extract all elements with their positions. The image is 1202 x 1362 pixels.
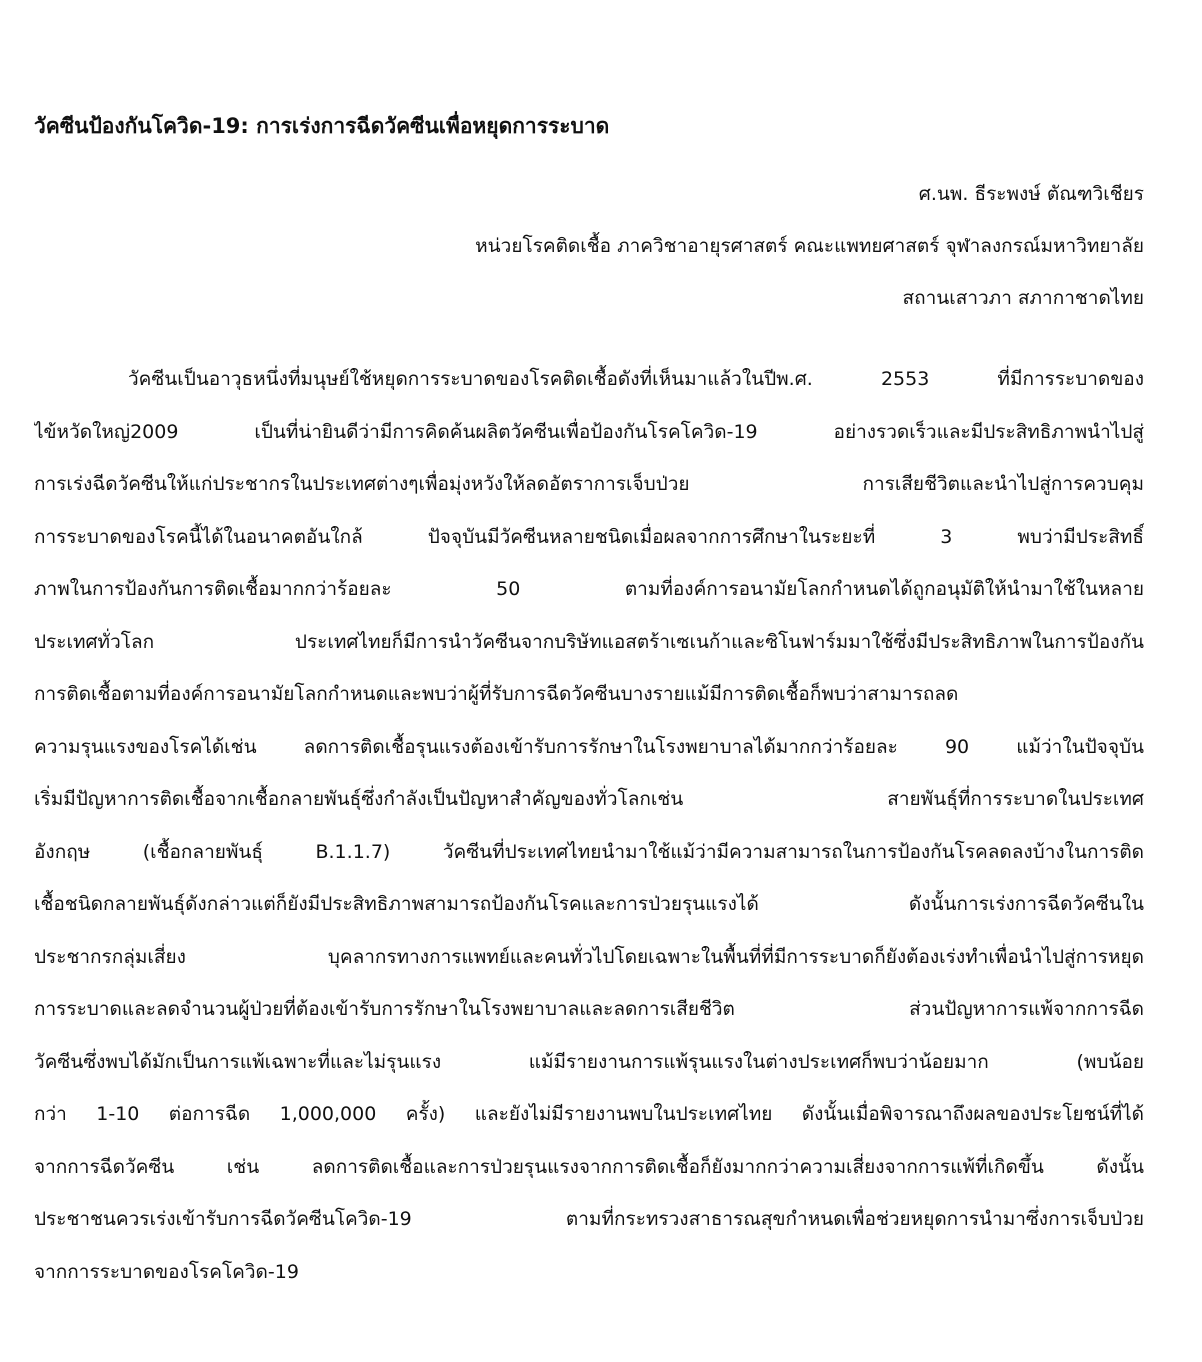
body-line: การติดเชื้อตามที่องค์การอนามัยโลกกำหนดและพบว่าผู้ที่รับการฉีดวัคซีนบางรายแม้มีการติดเชื้อก็พบว่าสามารถลด [34,683,959,705]
author-block [44,168,1144,324]
body-line: ภาพในการป้องกันการติดเชื้อมากกว่าร้อยละ 50 ตามที่องค์การอนามัยโลกกำหนดได้ถูกอนุมัติให้นำมาใช้ในหลาย [34,578,1144,600]
author-affiliation: หน่วยโรคติดเชื้อ ภาควิชาอายุรศาสตร์ คณะแพทยศาสตร์ จุฬาลงกรณ์มหาวิทยาลัย [475,235,1144,257]
body-line: วัคซีนซึ่งพบได้มักเป็นการแพ้เฉพาะที่และไม่รุนแรง แม้มีรายงานการแพ้รุนแรงในต่างประเทศก็พบว่าน้อยมาก (พบน้อย [34,1050,1144,1073]
body-line: จากการฉีดวัคซีน เช่น ลดการติดเชื้อและการป่วยรุนแรงจากการติดเชื้อก็ยังมากกว่าความเสี่ยงจากการแพ้ที่เกิดขึ้น ดังนั้น [34,1155,1144,1178]
body-line: ความรุนแรงของโรคได้เช่น ลดการติดเชื้อรุนแรงต้องเข้ารับการรักษาในโรงพยาบาลได้มากกว่าร้อยละ 90 แม้ว่าในปัจจุบัน [34,735,1144,758]
body-line: ประชาชนควรเร่งเข้ารับการฉีดวัคซีนโควิด-19 ตามที่กระทรวงสาธารณสุขกำหนดเพื่อช่วยหยุดการนำมาซึ่งการเจ็บป่วย [34,1208,1144,1230]
body-line: เริ่มมีปัญหาการติดเชื้อจากเชื้อกลายพันธุ์ซึ่งกำลังเป็นปัญหาสำคัญของทั่วโลกเช่น สายพันธุ์ที่การระบาดในประเทศ [34,788,1144,810]
body-line: อังกฤษ (เชื้อกลายพันธุ์ B.1.1.7) วัคซีนที่ประเทศไทยนำมาใช้แม้ว่ามีความสามารถในการป้องกันโรคลดลงบ้างในการติด [34,840,1144,863]
body-line: ประเทศทั่วโลก ประเทศไทยก็มีการนำวัคซีนจากบริษัทแอสตร้าเซเนก้าและซิโนฟาร์มมาใช้ซึ่งมีประสิทธิภาพในการป้องกัน [34,630,1144,653]
body-line: เชื้อชนิดกลายพันธุ์ดังกล่าวแต่ก็ยังมีประสิทธิภาพสามารถป้องกันโรคและการป่วยรุนแรงได้ ดังนั้นการเร่งการฉีดวัคซีนใน [34,893,1144,915]
body-line: การเร่งฉีดวัคซีนให้แก่ประชากรในประเทศต่างๆเพื่อมุ่งหวังให้ลดอัตราการเจ็บป่วย การเสียชีวิตและนำไปสู่การควบคุม [34,473,1144,495]
body-paragraph [34,353,1144,1298]
body-line: วัคซีนเป็นอาวุธหนึ่งที่มนุษย์ใช้หยุดการระบาดของโรคติดเชื้อดังที่เห็นมาแล้วในปีพ.ศ. 2553 ที่มีการระบาดของ [128,368,1144,390]
body-line: ไข้หวัดใหญ่2009 เป็นที่น่ายินดีว่ามีการคิดค้นผลิตวัคซีนเพื่อป้องกันโรคโควิด-19 อย่างรวดเร็วและมีประสิทธิภาพนำไปสู่ [34,420,1144,443]
body-line: จากการระบาดของโรคโควิด-19 [34,1260,299,1283]
body-line: ประชากรกลุ่มเสี่ยง บุคลากรทางการแพทย์และคนทั่วไปโดยเฉพาะในพื้นที่ที่มีการระบาดก็ยังต้องเร่งทำเพื่อนำไปสู่การหยุด [34,945,1144,968]
body-line: การระบาดของโรคนี้ได้ในอนาคตอันใกล้ ปัจจุบันมีวัคซีนหลายชนิดเมื่อผลจากการศึกษาในระยะที่ 3 พบว่ามีประสิทธิ์ [34,525,1144,548]
author-organization: สถานเสาวภา สภากาชาดไทย [902,287,1144,309]
body-line: กว่า 1-10 ต่อการฉีด 1,000,000 ครั้ง) และยังไม่มีรายงานพบในประเทศไทย ดังนั้นเมื่อพิจารณาถึงผลของประโยชน์ที่ได้ [34,1103,1144,1125]
document-title: วัคซีนป้องกันโควิด-19: การเร่งการฉีดวัคซีนเพื่อหยุดการระบาด [34,114,610,138]
body-line: การระบาดและลดจำนวนผู้ป่วยที่ต้องเข้ารับการรักษาในโรงพยาบาลและลดการเสียชีวิต ส่วนปัญหาการแพ้จากการฉีด [34,998,1144,1020]
author-name: ศ.นพ. ธีระพงษ์ ตัณฑวิเชียร [918,183,1144,205]
